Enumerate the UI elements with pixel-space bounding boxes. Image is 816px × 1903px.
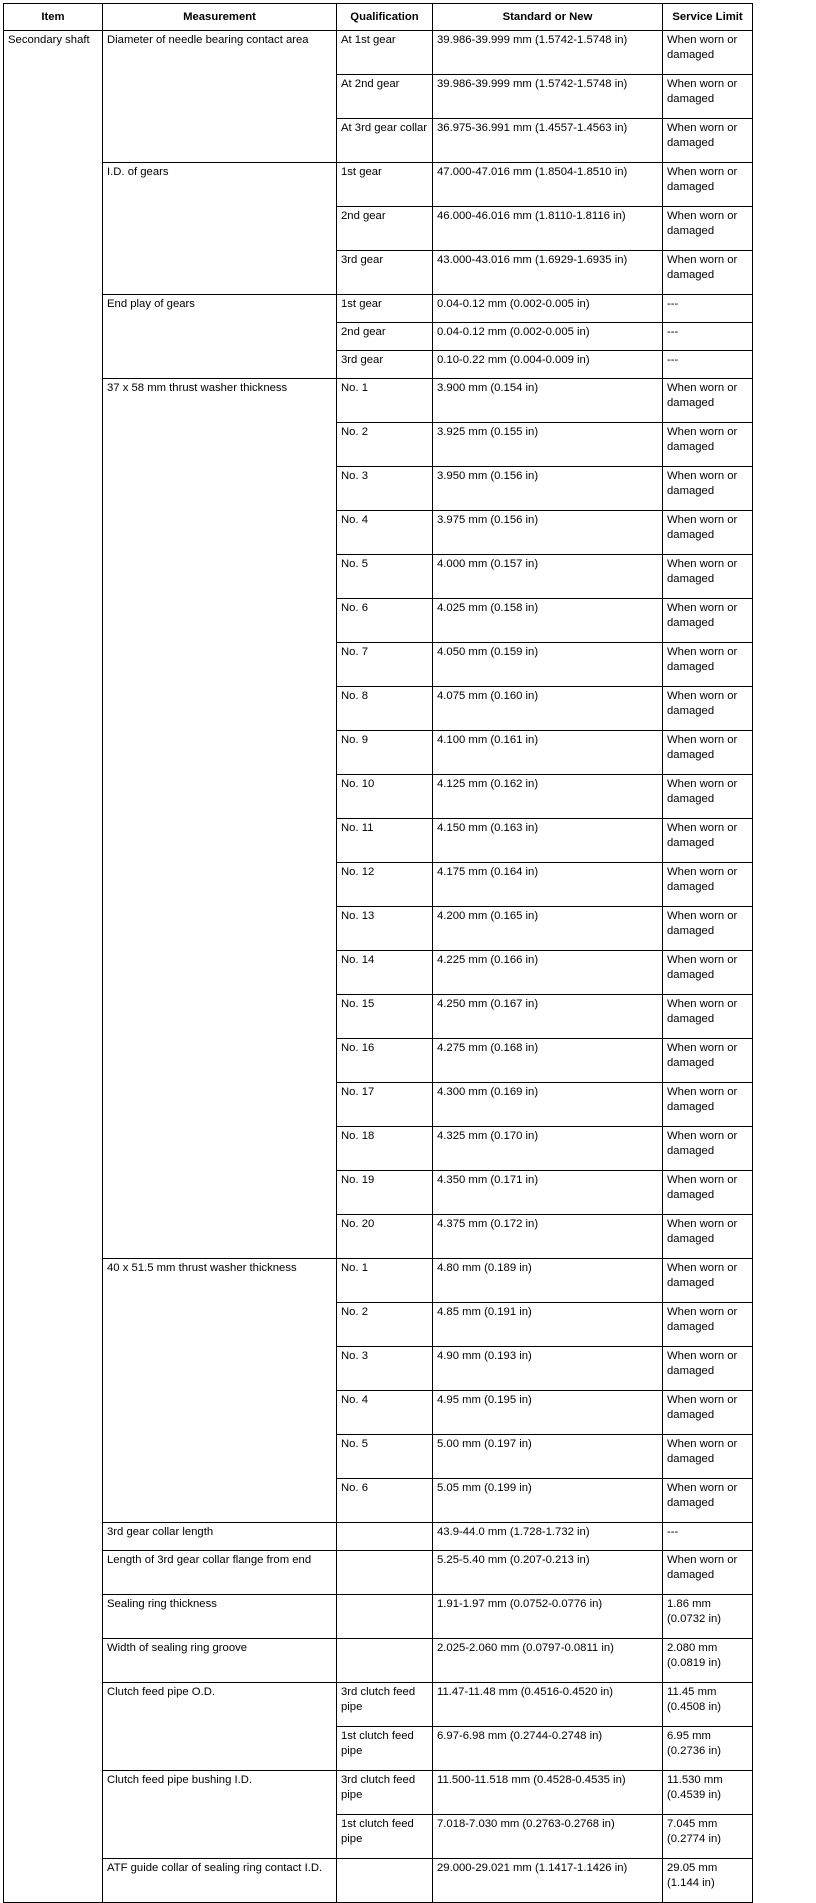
standard-cell: 3.950 mm (0.156 in)	[433, 467, 663, 511]
standard-cell: 4.250 mm (0.167 in)	[433, 995, 663, 1039]
standard-cell: 11.47-11.48 mm (0.4516-0.4520 in)	[433, 1683, 663, 1727]
qualification-cell: 1st clutch feed pipe	[337, 1815, 433, 1859]
service-limit-cell: When worn or damaged	[663, 731, 753, 775]
service-limit-cell: When worn or damaged	[663, 75, 753, 119]
standard-cell: 4.025 mm (0.158 in)	[433, 599, 663, 643]
service-limit-cell: When worn or damaged	[663, 31, 753, 75]
qualification-cell	[337, 1523, 433, 1551]
measurement-cell: 40 x 51.5 mm thrust washer thickness	[103, 1259, 337, 1523]
qualification-cell: No. 7	[337, 643, 433, 687]
qualification-cell: No. 4	[337, 511, 433, 555]
service-limit-cell: When worn or damaged	[663, 1259, 753, 1303]
standard-cell: 5.25-5.40 mm (0.207-0.213 in)	[433, 1551, 663, 1595]
qualification-cell: No. 14	[337, 951, 433, 995]
measurement-cell: Sealing ring thickness	[103, 1595, 337, 1639]
standard-cell: 36.975-36.991 mm (1.4557-1.4563 in)	[433, 119, 663, 163]
service-limit-cell: 2.080 mm (0.0819 in)	[663, 1639, 753, 1683]
standard-cell: 39.986-39.999 mm (1.5742-1.5748 in)	[433, 75, 663, 119]
standard-cell: 5.00 mm (0.197 in)	[433, 1435, 663, 1479]
service-limit-cell: When worn or damaged	[663, 951, 753, 995]
standard-cell: 7.018-7.030 mm (0.2763-0.2768 in)	[433, 1815, 663, 1859]
qualification-cell: 2nd gear	[337, 207, 433, 251]
service-limit-cell: When worn or damaged	[663, 819, 753, 863]
standard-cell: 4.175 mm (0.164 in)	[433, 863, 663, 907]
qualification-cell: No. 16	[337, 1039, 433, 1083]
standard-cell: 4.225 mm (0.166 in)	[433, 951, 663, 995]
standard-cell: 11.500-11.518 mm (0.4528-0.4535 in)	[433, 1771, 663, 1815]
qualification-cell: No. 5	[337, 555, 433, 599]
service-limit-cell: When worn or damaged	[663, 251, 753, 295]
table-header	[4, 4, 753, 31]
standard-cell: 4.325 mm (0.170 in)	[433, 1127, 663, 1171]
standard-cell: 4.000 mm (0.157 in)	[433, 555, 663, 599]
service-limit-cell: When worn or damaged	[663, 643, 753, 687]
qualification-cell: No. 11	[337, 819, 433, 863]
qualification-cell: No. 6	[337, 599, 433, 643]
service-limit-cell: 11.45 mm (0.4508 in)	[663, 1683, 753, 1727]
standard-cell: 4.100 mm (0.161 in)	[433, 731, 663, 775]
qualification-cell: 3rd gear	[337, 251, 433, 295]
qualification-cell: No. 4	[337, 1391, 433, 1435]
service-limit-cell: When worn or damaged	[663, 599, 753, 643]
service-limit-cell: When worn or damaged	[663, 555, 753, 599]
service-limit-cell: When worn or damaged	[663, 1215, 753, 1259]
standard-cell: 0.10-0.22 mm (0.004-0.009 in)	[433, 351, 663, 379]
measurement-cell: Diameter of needle bearing contact area	[103, 31, 337, 163]
qualification-cell: No. 20	[337, 1215, 433, 1259]
qualification-cell: No. 18	[337, 1127, 433, 1171]
qualification-cell: At 2nd gear	[337, 75, 433, 119]
service-limit-cell: When worn or damaged	[663, 1551, 753, 1595]
service-limit-cell: When worn or damaged	[663, 1435, 753, 1479]
standard-cell: 6.97-6.98 mm (0.2744-0.2748 in)	[433, 1727, 663, 1771]
qualification-cell: 2nd gear	[337, 323, 433, 351]
header-standard: Standard or New	[433, 4, 663, 31]
standard-cell: 4.350 mm (0.171 in)	[433, 1171, 663, 1215]
qualification-cell: At 3rd gear collar	[337, 119, 433, 163]
service-limit-cell: 1.86 mm (0.0732 in)	[663, 1595, 753, 1639]
standard-cell: 0.04-0.12 mm (0.002-0.005 in)	[433, 295, 663, 323]
qualification-cell: No. 1	[337, 379, 433, 423]
table-row	[4, 1639, 753, 1683]
qualification-cell: No. 15	[337, 995, 433, 1039]
service-limit-cell: When worn or damaged	[663, 1303, 753, 1347]
qualification-cell: No. 12	[337, 863, 433, 907]
measurement-cell: ATF guide collar of sealing ring contact I.D.	[103, 1859, 337, 1903]
qualification-cell: 1st gear	[337, 163, 433, 207]
qualification-cell: No. 19	[337, 1171, 433, 1215]
qualification-cell: No. 6	[337, 1479, 433, 1523]
table-row	[4, 1259, 753, 1303]
qualification-cell: No. 5	[337, 1435, 433, 1479]
service-limit-cell: 11.530 mm (0.4539 in)	[663, 1771, 753, 1815]
qualification-cell: No. 13	[337, 907, 433, 951]
service-limit-cell: When worn or damaged	[663, 1391, 753, 1435]
qualification-cell: At 1st gear	[337, 31, 433, 75]
service-limit-cell: When worn or damaged	[663, 1127, 753, 1171]
table-row	[4, 379, 753, 423]
standard-cell: 2.025-2.060 mm (0.0797-0.0811 in)	[433, 1639, 663, 1683]
measurement-cell: Clutch feed pipe O.D.	[103, 1683, 337, 1771]
qualification-cell: 3rd gear	[337, 351, 433, 379]
qualification-cell: 3rd clutch feed pipe	[337, 1771, 433, 1815]
header-measurement: Measurement	[103, 4, 337, 31]
standard-cell: 46.000-46.016 mm (1.8110-1.8116 in)	[433, 207, 663, 251]
standard-cell: 4.300 mm (0.169 in)	[433, 1083, 663, 1127]
header-service-limit: Service Limit	[663, 4, 753, 31]
table-body	[4, 31, 753, 1903]
qualification-cell	[337, 1551, 433, 1595]
standard-cell: 4.050 mm (0.159 in)	[433, 643, 663, 687]
standard-cell: 4.375 mm (0.172 in)	[433, 1215, 663, 1259]
service-limit-cell: When worn or damaged	[663, 423, 753, 467]
service-limit-cell: ---	[663, 1523, 753, 1551]
standard-cell: 43.9-44.0 mm (1.728-1.732 in)	[433, 1523, 663, 1551]
qualification-cell: 1st clutch feed pipe	[337, 1727, 433, 1771]
service-limit-cell: ---	[663, 323, 753, 351]
standard-cell: 3.900 mm (0.154 in)	[433, 379, 663, 423]
qualification-cell: No. 2	[337, 1303, 433, 1347]
header-row	[4, 4, 753, 31]
table-row	[4, 295, 753, 323]
standard-cell: 4.275 mm (0.168 in)	[433, 1039, 663, 1083]
service-limit-cell: When worn or damaged	[663, 907, 753, 951]
header-item: Item	[4, 4, 103, 31]
qualification-cell	[337, 1639, 433, 1683]
service-limit-cell: ---	[663, 351, 753, 379]
service-limit-cell: When worn or damaged	[663, 687, 753, 731]
service-limit-cell: When worn or damaged	[663, 1039, 753, 1083]
measurement-cell: Width of sealing ring groove	[103, 1639, 337, 1683]
standard-cell: 29.000-29.021 mm (1.1417-1.1426 in)	[433, 1859, 663, 1903]
table-row	[4, 1859, 753, 1903]
measurement-cell: I.D. of gears	[103, 163, 337, 295]
standard-cell: 4.075 mm (0.160 in)	[433, 687, 663, 731]
standard-cell: 4.150 mm (0.163 in)	[433, 819, 663, 863]
table-row	[4, 1595, 753, 1639]
measurement-cell: Length of 3rd gear collar flange from end	[103, 1551, 337, 1595]
standard-cell: 4.80 mm (0.189 in)	[433, 1259, 663, 1303]
table-row	[4, 1771, 753, 1815]
table-row	[4, 1551, 753, 1595]
qualification-cell: 3rd clutch feed pipe	[337, 1683, 433, 1727]
service-limit-cell: ---	[663, 295, 753, 323]
measurement-cell: 3rd gear collar length	[103, 1523, 337, 1551]
service-limit-cell: When worn or damaged	[663, 1479, 753, 1523]
qualification-cell	[337, 1595, 433, 1639]
service-limit-cell: When worn or damaged	[663, 379, 753, 423]
standard-cell: 4.200 mm (0.165 in)	[433, 907, 663, 951]
service-limit-cell: 7.045 mm (0.2774 in)	[663, 1815, 753, 1859]
standard-cell: 5.05 mm (0.199 in)	[433, 1479, 663, 1523]
standard-cell: 4.95 mm (0.195 in)	[433, 1391, 663, 1435]
standard-cell: 4.125 mm (0.162 in)	[433, 775, 663, 819]
service-limit-cell: 29.05 mm (1.144 in)	[663, 1859, 753, 1903]
qualification-cell: No. 2	[337, 423, 433, 467]
standard-cell: 4.85 mm (0.191 in)	[433, 1303, 663, 1347]
service-limit-cell: When worn or damaged	[663, 863, 753, 907]
service-limit-cell: When worn or damaged	[663, 163, 753, 207]
standard-cell: 39.986-39.999 mm (1.5742-1.5748 in)	[433, 31, 663, 75]
standard-cell: 3.925 mm (0.155 in)	[433, 423, 663, 467]
table-row	[4, 31, 753, 75]
qualification-cell: 1st gear	[337, 295, 433, 323]
standard-cell: 3.975 mm (0.156 in)	[433, 511, 663, 555]
spec-table	[3, 3, 753, 1903]
measurement-cell: 37 x 58 mm thrust washer thickness	[103, 379, 337, 1259]
service-limit-cell: When worn or damaged	[663, 1347, 753, 1391]
standard-cell: 1.91-1.97 mm (0.0752-0.0776 in)	[433, 1595, 663, 1639]
qualification-cell: No. 10	[337, 775, 433, 819]
standard-cell: 0.04-0.12 mm (0.002-0.005 in)	[433, 323, 663, 351]
qualification-cell: No. 1	[337, 1259, 433, 1303]
service-limit-cell: When worn or damaged	[663, 119, 753, 163]
service-limit-cell: When worn or damaged	[663, 511, 753, 555]
header-qualification: Qualification	[337, 4, 433, 31]
service-limit-cell: 6.95 mm (0.2736 in)	[663, 1727, 753, 1771]
service-limit-cell: When worn or damaged	[663, 207, 753, 251]
measurement-cell: End play of gears	[103, 295, 337, 379]
standard-cell: 47.000-47.016 mm (1.8504-1.8510 in)	[433, 163, 663, 207]
qualification-cell: No. 3	[337, 1347, 433, 1391]
service-limit-cell: When worn or damaged	[663, 995, 753, 1039]
service-limit-cell: When worn or damaged	[663, 775, 753, 819]
qualification-cell: No. 3	[337, 467, 433, 511]
measurement-cell: Clutch feed pipe bushing I.D.	[103, 1771, 337, 1859]
table-row	[4, 1523, 753, 1551]
service-limit-cell: When worn or damaged	[663, 467, 753, 511]
standard-cell: 4.90 mm (0.193 in)	[433, 1347, 663, 1391]
item-cell: Secondary shaft	[4, 31, 103, 1903]
service-limit-cell: When worn or damaged	[663, 1083, 753, 1127]
standard-cell: 43.000-43.016 mm (1.6929-1.6935 in)	[433, 251, 663, 295]
qualification-cell: No. 8	[337, 687, 433, 731]
table-row	[4, 163, 753, 207]
qualification-cell: No. 17	[337, 1083, 433, 1127]
service-limit-cell: When worn or damaged	[663, 1171, 753, 1215]
qualification-cell: No. 9	[337, 731, 433, 775]
qualification-cell	[337, 1859, 433, 1903]
table-row	[4, 1683, 753, 1727]
